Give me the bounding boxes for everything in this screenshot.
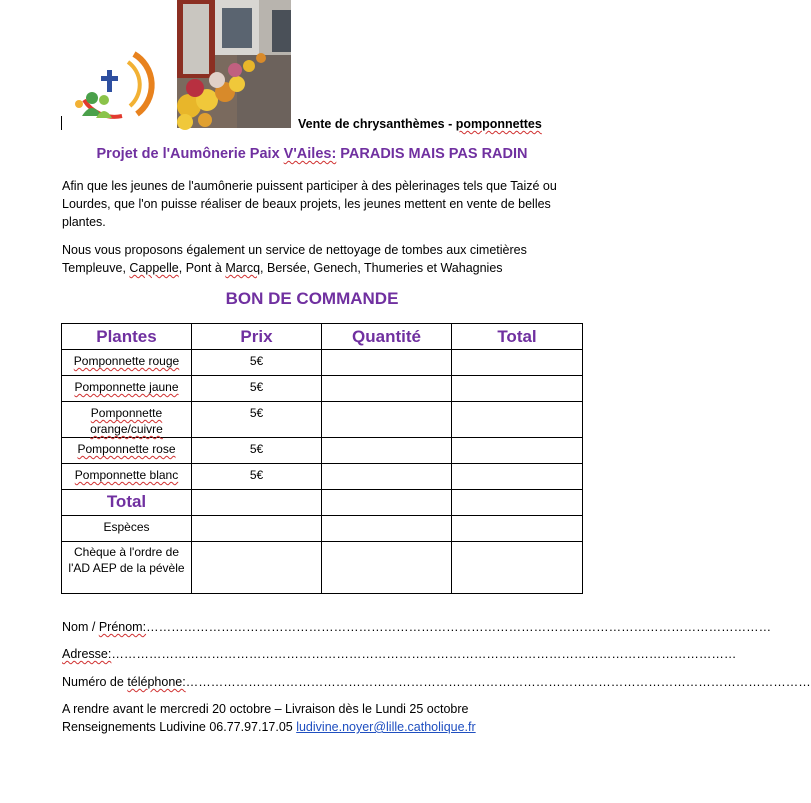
quantity-cell[interactable] (322, 350, 452, 376)
header-plantes: Plantes (62, 324, 192, 350)
especes-cell[interactable] (452, 516, 583, 542)
cheque-label: Chèque à l'ordre de l'AD AEP de la pévèle (68, 545, 185, 575)
header-total: Total (452, 324, 583, 350)
plant-name-text: Pomponnette blanc (74, 468, 179, 482)
phone-field[interactable] (62, 675, 811, 689)
quantity-cell[interactable] (322, 464, 452, 490)
footer-line-2 (62, 718, 572, 736)
header-prix: Prix (192, 324, 322, 350)
project-title-b: V'Ailes: (283, 146, 337, 162)
caption-prefix: Vente de chrysanthèmes - (298, 117, 456, 131)
plant-name-text: Pomponnette rose (77, 442, 176, 456)
contact-text: Renseignements Ludivine 06.77.97.17.05 (62, 720, 297, 734)
aumonerie-logo (62, 42, 157, 124)
total-prix-cell (192, 490, 322, 516)
phone-label-a: Numéro de (62, 675, 128, 689)
caption-word: pomponnettes (455, 117, 542, 131)
especes-cell[interactable] (192, 516, 322, 542)
total-cell[interactable] (452, 350, 583, 376)
chrysanthemum-photo (177, 0, 291, 128)
order-table (61, 323, 583, 594)
name-label-a: Nom / (62, 620, 99, 634)
quantity-cell[interactable] (322, 376, 452, 402)
total-cell[interactable] (452, 402, 583, 438)
service-p1: Nous vous proposons également un service de nettoyage de tombes aux cimetières Templeuve, (62, 243, 527, 275)
plant-price: 5€ (249, 468, 264, 482)
plant-name (62, 376, 191, 395)
header-quantite: Quantité (322, 324, 452, 350)
plant-name-text: Pomponnette jaune (74, 380, 179, 394)
address-dots: …………………………………………………………………………………………………………………………………… (111, 647, 737, 661)
address-label: Adresse: (62, 647, 112, 661)
cheque-cell[interactable] (322, 542, 452, 594)
total-quantity-cell[interactable] (322, 490, 452, 516)
service-p2: , Pont à (178, 261, 226, 275)
total-cell[interactable] (452, 438, 583, 464)
plant-price: 5€ (249, 406, 264, 420)
total-row (62, 490, 583, 516)
phone-dots: …………………………………………………………………………………………………………………………………… (185, 675, 811, 689)
plant-name (62, 402, 191, 437)
plant-price: 5€ (249, 380, 264, 394)
table-row (62, 376, 583, 402)
phone-label-b: téléphone: (127, 675, 186, 689)
project-title-c: PARADIS MAIS PAS RADIN (336, 146, 528, 162)
especes-cell[interactable] (322, 516, 452, 542)
grand-total-cell[interactable] (452, 490, 583, 516)
name-label-b: Prénom: (98, 620, 147, 634)
service-w2: Marcq (225, 261, 261, 275)
service-w1: Cappelle (129, 261, 179, 275)
plant-price: 5€ (249, 354, 264, 368)
plant-name (62, 464, 191, 483)
table-header-row (62, 324, 583, 350)
project-title (0, 146, 624, 162)
table-row (62, 402, 583, 438)
especes-label: Espèces (103, 520, 150, 534)
name-dots: …………………………………………………………………………………………………………………………………… (146, 620, 772, 634)
table-row (62, 464, 583, 490)
plant-name (62, 350, 191, 369)
service-paragraph (62, 241, 572, 277)
order-form-title: BON DE COMMANDE (225, 289, 399, 308)
name-field[interactable] (62, 620, 772, 634)
table-row (62, 350, 583, 376)
sale-caption (298, 117, 542, 131)
quantity-cell[interactable] (322, 402, 452, 438)
cheque-row (62, 542, 583, 594)
total-label: Total (106, 492, 147, 511)
footer-line-1: A rendre avant le mercredi 20 octobre – Livraison dès le Lundi 25 octobre (62, 702, 469, 716)
text-cursor (61, 116, 62, 130)
table-row (62, 438, 583, 464)
project-title-a: Projet de l'Aumônerie Paix (96, 146, 284, 162)
plant-name (62, 438, 191, 457)
cheque-cell[interactable] (452, 542, 583, 594)
plant-price: 5€ (249, 442, 264, 456)
service-p3: , Bersée, Genech, Thumeries et Wahagnies (260, 261, 503, 275)
cheque-cell[interactable] (192, 542, 322, 594)
address-field[interactable] (62, 647, 737, 661)
plant-name-text: Pomponnette rouge (73, 354, 180, 368)
especes-row (62, 516, 583, 542)
email-link[interactable]: ludivine.noyer@lille.catholique.fr (296, 720, 476, 734)
plant-name-text: Pomponnette orange/cuivre (90, 406, 163, 436)
intro-paragraph: Afin que les jeunes de l'aumônerie puissent participer à des pèlerinages tels que Taizé ou Lourdes, que l'on puisse réaliser de beaux projets, les jeunes mettent en vente de belles plantes. (62, 179, 557, 229)
total-cell[interactable] (452, 376, 583, 402)
total-cell[interactable] (452, 464, 583, 490)
quantity-cell[interactable] (322, 438, 452, 464)
